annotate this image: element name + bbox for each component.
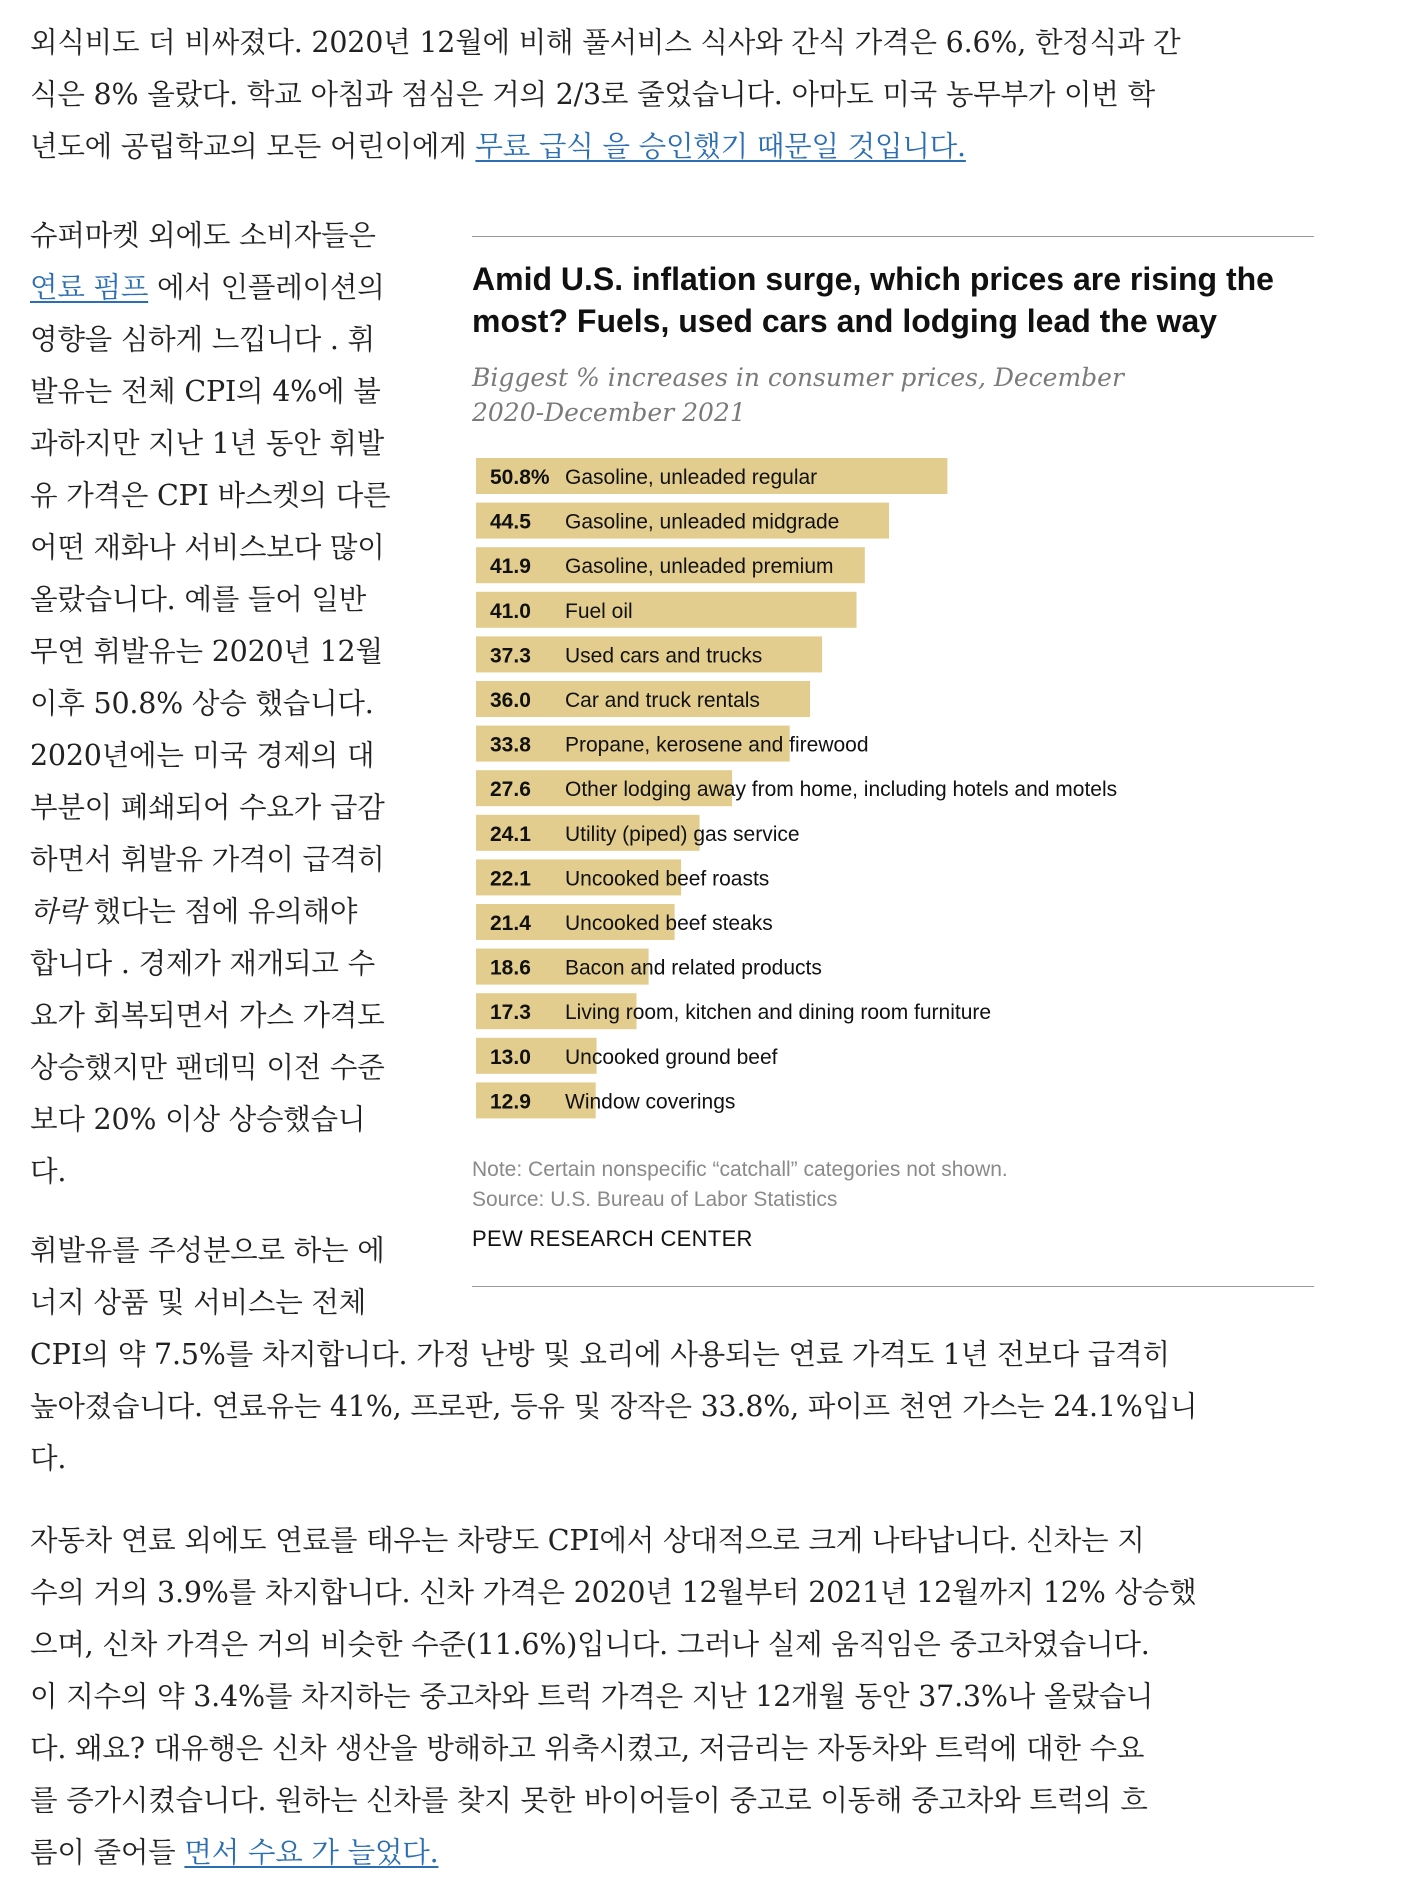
text-line: 부분이 폐쇄되어 수요가 급감 [30, 791, 385, 824]
text-line: 유 가격은 CPI 바스켓의 다른 [30, 479, 391, 512]
bar-value-label: 27.6 [490, 778, 531, 802]
demand-link[interactable]: 면서 수요 가 늘었다. [184, 1836, 439, 1869]
chart-title-line: Amid U.S. inflation surge, which prices are rising the [472, 261, 1274, 297]
text-line [30, 121, 1181, 173]
bar-value-label: 21.4 [490, 912, 531, 935]
bar-category-label: Propane, kerosene and firewood [565, 733, 869, 757]
text-line: 다. [30, 1155, 67, 1188]
text-line [30, 886, 390, 938]
chart-note: Note: Certain nonspecific “catchall” categories not shown. [472, 1158, 1008, 1181]
text-line: 무연 휘발유는 2020년 12월 [30, 635, 383, 668]
bar-value-label: 13.0 [490, 1045, 531, 1069]
bar-category-label: Car and truck rentals [565, 689, 760, 712]
text-line: 이후 50.8% 상승 했습니다. [30, 687, 374, 720]
bar-category-label: Utility (piped) gas service [565, 822, 800, 846]
bar-value-label: 17.3 [490, 1001, 531, 1025]
chart-source: Source: U.S. Bureau of Labor Statistics [472, 1188, 838, 1211]
text-line: 올랐습니다. 예를 들어 일반 [30, 583, 367, 616]
text-line: 영향을 심하게 느낍니다 . 휘 [30, 323, 375, 356]
bar [476, 592, 857, 628]
text-line: 어떤 재화나 서비스보다 많이 [30, 531, 385, 564]
bar-category-label: Uncooked beef steaks [565, 912, 773, 935]
paragraph-intro [30, 17, 1181, 173]
bar-category-label: Window coverings [565, 1090, 736, 1114]
bar-value-label: 12.9 [490, 1090, 531, 1114]
bar-category-label: Bacon and related products [565, 956, 822, 980]
chart-subtitle-line: 2020-December 2021 [472, 398, 746, 427]
text-line [30, 262, 390, 314]
text-line: 2020년에는 미국 경제의 대 [30, 739, 375, 772]
text-line: 너지 상품 및 서비스는 전체 [30, 1286, 367, 1319]
text-line: 다. [30, 1442, 67, 1475]
chart-subtitle-line: Biggest % increases in consumer prices, December [472, 363, 1124, 392]
text-line: 발유는 전체 CPI의 4%에 불 [30, 375, 381, 408]
text-line: 합니다 . 경제가 재개되고 수 [30, 947, 375, 980]
text-segment: 년도에 공립학교의 모든 어린이에게 [30, 130, 476, 163]
text-line: 과하지만 지난 1년 동안 휘발 [30, 427, 385, 460]
bar-value-label: 22.1 [490, 867, 531, 891]
text-line: 슈퍼마켓 외에도 소비자들은 [30, 219, 376, 252]
text-line: 으며, 신차 가격은 거의 비슷한 수준(11.6%)입니다. 그러나 실제 움직임은 중고차였습니다. [30, 1628, 1150, 1661]
paragraph-fuel [30, 210, 390, 1198]
text-segment: 했다는 점에 유의해야 [84, 895, 358, 928]
text-line: 수의 거의 3.9%를 차지합니다. 신차 가격은 2020년 12월부터 2021년 12월까지 12% 상승했 [30, 1576, 1197, 1609]
bar-value-label: 41.9 [490, 555, 531, 579]
bar-chart [472, 450, 1314, 1130]
bar-value-label: 33.8 [490, 733, 531, 757]
chart-title-line: most? Fuels, used cars and lodging lead the way [472, 303, 1218, 339]
bar-value-label: 50.8% [490, 466, 550, 489]
free-meals-link[interactable]: 무료 급식 을 승인했기 때문일 것입니다. [475, 130, 966, 163]
text-segment: 름이 줄어들 [30, 1836, 185, 1869]
text-line: 를 증가시켰습니다. 원하는 신차를 찾지 못한 바이어들이 중고로 이동해 중고차와 트럭의 흐 [30, 1784, 1148, 1817]
chart-title [472, 258, 1314, 342]
bar-value-label: 44.5 [490, 510, 531, 534]
text-line: 이 지수의 약 3.4%를 차지하는 중고차와 트럭 가격은 지난 12개월 동안 37.3%나 올랐습니 [30, 1680, 1154, 1713]
bar-value-label: 18.6 [490, 956, 531, 980]
chart-subtitle [472, 360, 1152, 430]
text-line: 요가 회복되면서 가스 가격도 [30, 999, 385, 1032]
text-line: 상승했지만 팬데믹 이전 수준 [30, 1051, 385, 1084]
bar-category-label: Living room, kitchen and dining room furniture [565, 1001, 992, 1025]
bar-category-label: Gasoline, unleaded premium [565, 555, 834, 579]
publisher-logo-text: PEW RESEARCH CENTER [472, 1226, 753, 1251]
text-line: 하면서 휘발유 가격이 급격히 [30, 843, 385, 876]
text-line [30, 1827, 1196, 1879]
text-line: 식은 8% 올랐다. 학교 아침과 점심은 거의 2/3로 줄었습니다. 아마도 미국 농무부가 이번 학 [30, 78, 1155, 111]
bar-category-label: Other lodging away from home, including hotels and motels [565, 778, 1118, 802]
bar-category-label: Fuel oil [565, 599, 633, 623]
bar-category-label: Uncooked beef roasts [565, 867, 770, 891]
bar-category-label: Used cars and trucks [565, 644, 763, 668]
bar-value-label: 24.1 [490, 822, 531, 846]
text-line: 높아졌습니다. 연료유는 41%, 프로판, 등유 및 장작은 33.8%, 파이프 천연 가스는 24.1%입니 [30, 1390, 1198, 1423]
text-line: CPI의 약 7.5%를 차지합니다. 가정 난방 및 요리에 사용되는 연료 가격도 1년 전보다 급격히 [30, 1338, 1170, 1371]
text-line: 다. 왜요? 대유행은 신차 생산을 방해하고 위축시켰고, 저금리는 자동차와 트럭에 대한 수요 [30, 1732, 1145, 1765]
bar-category-label: Gasoline, unleaded midgrade [565, 510, 840, 534]
text-segment: 에서 인플레이션의 [148, 271, 385, 304]
bar-value-label: 37.3 [490, 644, 531, 668]
text-line: 보다 20% 이상 상승했습니 [30, 1103, 366, 1136]
divider [472, 1286, 1314, 1287]
chart-notes [472, 1155, 1008, 1215]
chart-figure [472, 236, 1314, 1288]
emphasis-text: 하락 [30, 895, 85, 928]
bar-value-label: 36.0 [490, 689, 531, 712]
bar-value-label: 41.0 [490, 599, 531, 623]
text-line: 자동차 연료 외에도 연료를 태우는 차량도 CPI에서 상대적으로 크게 나타납니다. 신차는 지 [30, 1524, 1145, 1557]
divider [472, 236, 1314, 237]
bar-category-label: Gasoline, unleaded regular [565, 466, 818, 489]
bar-category-label: Uncooked ground beef [565, 1045, 778, 1069]
paragraph-vehicles [30, 1515, 1196, 1879]
fuel-pump-link[interactable]: 연료 펌프 [30, 271, 149, 304]
text-line: 외식비도 더 비싸졌다. 2020년 12월에 비해 풀서비스 식사와 간식 가격은 6.6%, 한정식과 간 [30, 26, 1181, 59]
text-line: 휘발유를 주성분으로 하는 에 [30, 1234, 385, 1267]
